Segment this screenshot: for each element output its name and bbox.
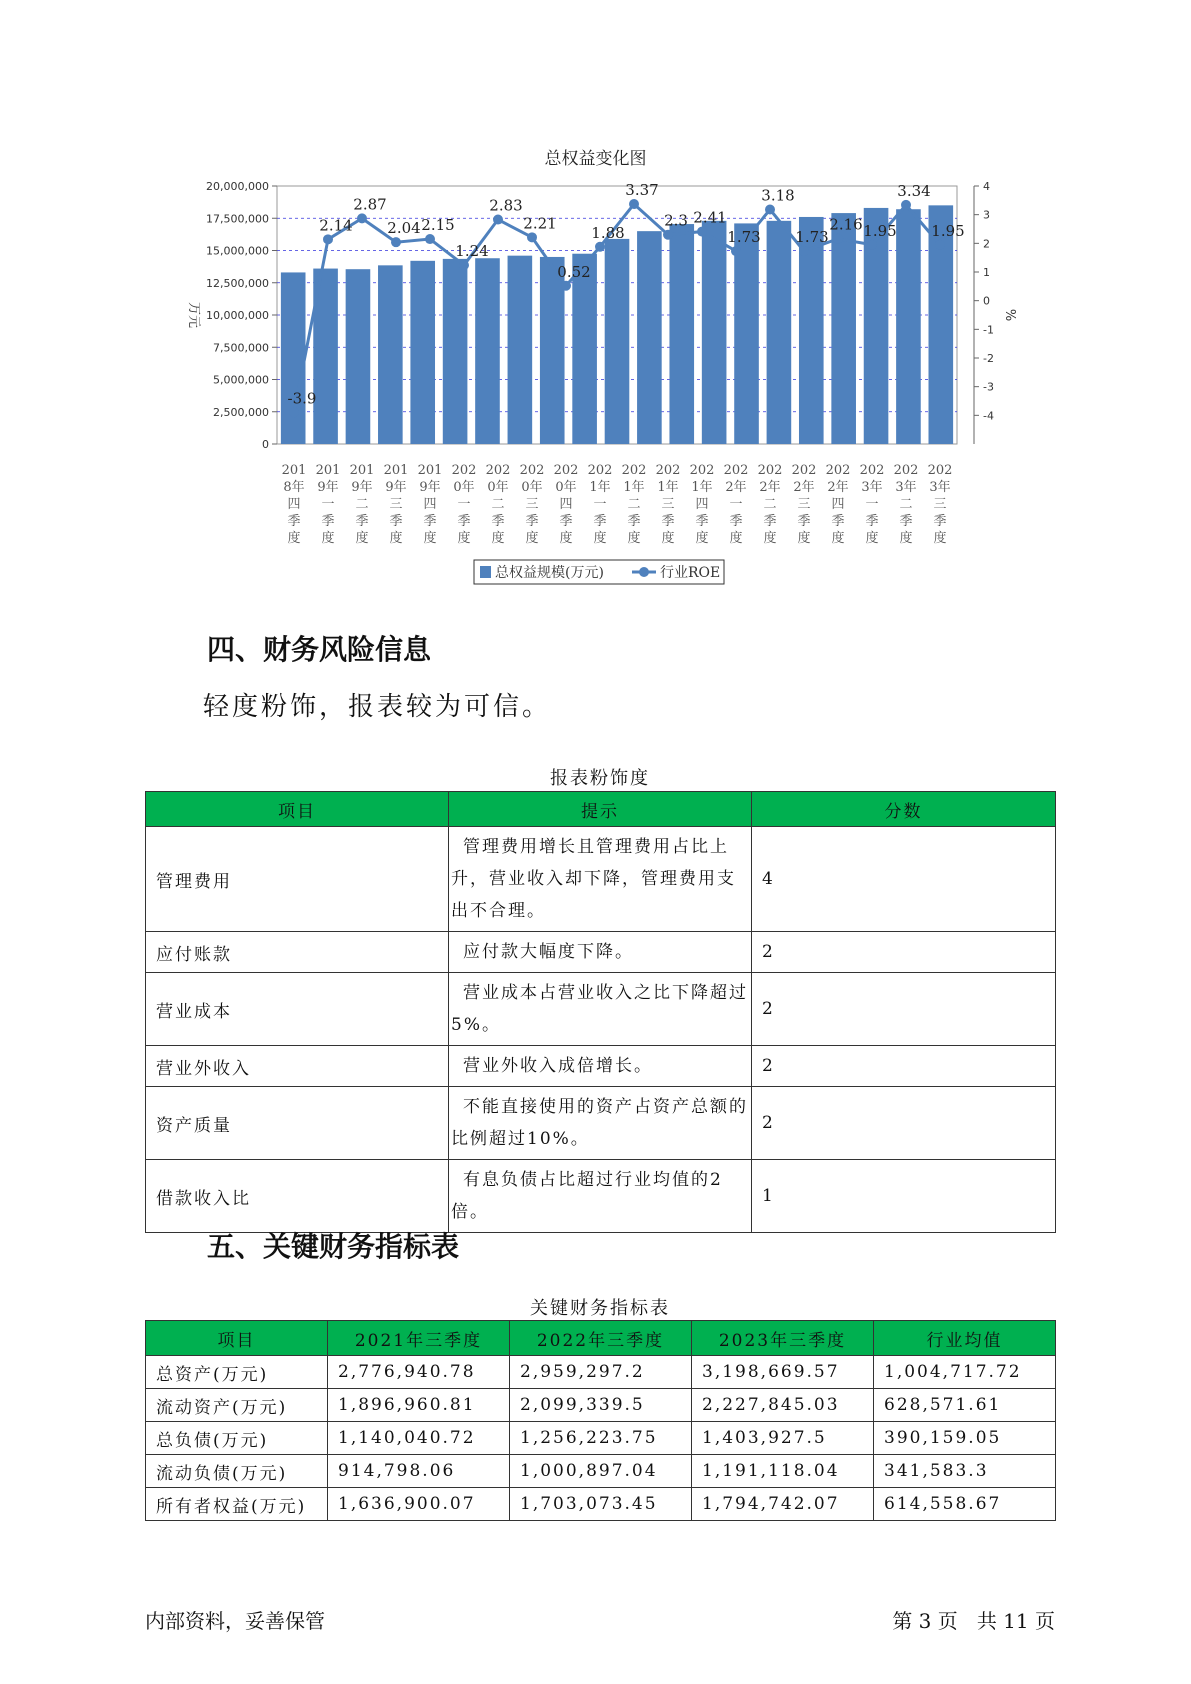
x-tick-label: 202 [791,463,817,478]
x-tick-label: 季 [865,514,879,529]
table-row [146,827,1056,932]
x-tick-label: 2年 [725,480,747,495]
x-tick-label: 二 [491,497,505,512]
x-tick-label: 季 [899,514,913,529]
x-tick-label: 9年 [419,480,441,495]
x-tick-label: 四 [831,497,845,512]
header-item: 项目 [146,1321,328,1356]
table-row [146,1389,1056,1422]
y-tick-label: 7,500,000 [213,341,269,355]
x-tick-label: 季 [287,514,301,529]
kpi-value: 1,794,742.07 [692,1488,874,1521]
roe-data-label: 2.21 [523,214,557,233]
x-tick-label: 三 [661,497,675,512]
x-tick-label: 三 [933,497,947,512]
bar [767,221,792,444]
risk-hint: 应付款大幅度下降。 [449,932,752,973]
roe-data-label: 2.41 [693,208,727,227]
risk-score: 2 [752,973,1056,1046]
x-tick-label: 0年 [521,480,543,495]
x-tick-label: 1年 [691,480,713,495]
y2-tick-label: -4 [983,409,994,423]
x-tick-label: 季 [355,514,369,529]
x-tick-label: 季 [423,514,437,529]
risk-hint: 营业外收入成倍增长。 [449,1046,752,1087]
kpi-item: 总负债(万元) [146,1422,328,1455]
x-tick-label: 201 [349,463,375,478]
x-tick-label: 202 [689,463,715,478]
y2-tick-label: 3 [983,208,990,222]
x-tick-label: 度 [355,531,369,546]
table-row [146,1422,1056,1455]
x-tick-label: 度 [831,531,845,546]
risk-hint: 不能直接使用的资产占资产总额的比例超过10%。 [449,1087,752,1160]
risk-summary: 轻度粉饰，报表较为可信。 [203,692,552,722]
kpi-value: 628,571.61 [874,1389,1056,1422]
x-tick-label: 季 [457,514,471,529]
bar [831,213,856,444]
roe-point [527,232,537,242]
x-tick-label: 度 [389,531,403,546]
kpi-value: 1,256,223.75 [510,1422,692,1455]
x-tick-label: 3年 [861,480,883,495]
x-tick-label: 202 [655,463,681,478]
x-tick-label: 季 [389,514,403,529]
x-tick-label: 202 [451,463,477,478]
bar [637,231,662,444]
y-tick-label: 20,000,000 [206,180,269,193]
roe-data-label: 3.18 [761,186,795,205]
x-tick-label: 度 [661,531,675,546]
x-tick-label: 季 [559,514,573,529]
bar [605,239,630,444]
x-tick-label: 202 [859,463,885,478]
x-tick-label: 三 [797,497,811,512]
x-tick-label: 202 [519,463,545,478]
x-tick-label: 季 [627,514,641,529]
roe-data-label: 0.52 [557,262,591,281]
x-tick-label: 度 [287,531,301,546]
y2-tick-label: 1 [983,266,990,279]
kpi-value: 914,798.06 [328,1455,510,1488]
x-tick-label: 度 [865,531,879,546]
roe-point [493,215,503,225]
x-tick-label: 度 [559,531,573,546]
x-tick-label: 0年 [453,480,475,495]
x-tick-label: 201 [281,463,307,478]
roe-data-label: 1.95 [931,221,965,240]
roe-data-label: 1.95 [863,221,897,240]
roe-data-label: 3.34 [897,181,931,200]
x-tick-label: 季 [525,514,539,529]
kpi-value: 614,558.67 [874,1488,1056,1521]
roe-point [323,234,333,244]
x-tick-label: 度 [627,531,641,546]
x-tick-label: 201 [315,463,341,478]
risk-item: 应付账款 [146,932,449,973]
x-tick-label: 度 [423,531,437,546]
bar [475,258,500,444]
bar [734,223,759,444]
x-tick-label: 四 [423,497,437,512]
risk-item: 管理费用 [146,827,449,932]
x-tick-label: 季 [491,514,505,529]
x-tick-label: 202 [723,463,749,478]
x-tick-label: 9年 [351,480,373,495]
x-tick-label: 度 [491,531,505,546]
footer-page-number: 第 3 页 共 11 页 [892,1609,1055,1633]
x-tick-label: 度 [797,531,811,546]
bar [346,269,371,444]
x-tick-label: 四 [559,497,573,512]
roe-point [765,205,775,215]
x-tick-label: 度 [695,531,709,546]
table-row [146,1488,1056,1521]
y-tick-label: 17,500,000 [206,212,269,226]
x-tick-label: 度 [763,531,777,546]
roe-point [357,213,367,223]
y2-axis-label: % [1002,308,1017,322]
risk-item: 营业成本 [146,973,449,1046]
x-tick-label: 1年 [623,480,645,495]
kpi-item: 流动资产(万元) [146,1389,328,1422]
table-row [146,1455,1056,1488]
roe-point [595,242,605,252]
chart-svg [0,0,1191,600]
header-score: 分数 [752,792,1056,827]
bar [281,272,306,444]
y2-tick-label: -2 [983,352,994,365]
x-tick-label: 季 [661,514,675,529]
roe-point [629,199,639,209]
bar [669,224,694,444]
x-tick-label: 季 [321,514,335,529]
y-tick-label: 0 [262,438,269,451]
legend-line-marker [639,567,649,577]
y2-tick-label: -3 [983,380,994,394]
roe-data-label: 1.88 [591,223,625,242]
risk-table-header [146,792,1056,827]
risk-score: 2 [752,1046,1056,1087]
risk-hint: 有息负债占比超过行业均值的2倍。 [449,1160,752,1233]
x-tick-label: 202 [485,463,511,478]
x-tick-label: 度 [729,531,743,546]
table-row [146,1356,1056,1389]
x-tick-label: 二 [763,497,777,512]
roe-point [459,260,469,270]
x-tick-label: 一 [321,497,335,512]
x-tick-label: 度 [933,531,947,546]
roe-data-label: -3.9 [287,389,317,408]
bar [572,254,597,444]
y2-tick-label: 4 [983,180,990,193]
roe-point [425,234,435,244]
table-row [146,1087,1056,1160]
roe-data-label: 2.14 [319,216,353,235]
x-tick-label: 202 [893,463,919,478]
roe-point [289,407,299,417]
risk-table [145,791,1056,1233]
roe-data-label: 1.24 [455,242,489,261]
x-tick-label: 8年 [283,480,305,495]
roe-data-label: 2.87 [353,195,387,214]
equity-chart [0,0,1191,600]
table-row [146,932,1056,973]
roe-point [833,234,843,244]
x-tick-label: 四 [695,497,709,512]
bar [896,209,921,444]
roe-point [731,246,741,256]
header-item: 项目 [146,792,449,827]
x-tick-label: 9年 [317,480,339,495]
kpi-value: 1,191,118.04 [692,1455,874,1488]
x-tick-label: 季 [763,514,777,529]
roe-data-label: 2.83 [489,196,523,215]
risk-table-caption: 报表粉饰度 [550,768,650,789]
roe-point [697,227,707,237]
roe-point [561,281,571,291]
x-tick-label: 度 [525,531,539,546]
roe-point [901,200,911,210]
x-tick-label: 季 [797,514,811,529]
x-tick-label: 2年 [759,480,781,495]
y-tick-label: 15,000,000 [206,244,269,258]
x-tick-label: 2年 [827,480,849,495]
risk-hint: 营业成本占营业收入之比下降超过5%。 [449,973,752,1046]
kpi-value: 1,000,897.04 [510,1455,692,1488]
x-tick-label: 一 [729,497,743,512]
risk-score: 2 [752,932,1056,973]
roe-point [799,246,809,256]
x-tick-label: 季 [831,514,845,529]
kpi-value: 2,959,297.2 [510,1356,692,1389]
bar [540,257,565,444]
risk-hint: 管理费用增长且管理费用占比上升，营业收入却下降，管理费用支出不合理。 [449,827,752,932]
y-tick-label: 10,000,000 [206,309,269,322]
table-row [146,973,1056,1046]
roe-point [935,240,945,250]
x-tick-label: 季 [593,514,607,529]
header-2021q3: 2021年三季度 [328,1321,510,1356]
table-row [146,1046,1056,1087]
bar [410,261,435,444]
header-industry-avg: 行业均值 [874,1321,1056,1356]
x-tick-label: 一 [593,497,607,512]
bar [443,259,468,444]
y-tick-label: 12,500,000 [206,276,269,290]
risk-item: 营业外收入 [146,1046,449,1087]
x-tick-label: 三 [525,497,539,512]
kpi-value: 3,198,669.57 [692,1356,874,1389]
x-tick-label: 3年 [929,480,951,495]
kpi-value: 1,004,717.72 [874,1356,1056,1389]
x-tick-label: 0年 [555,480,577,495]
x-tick-label: 三 [389,497,403,512]
x-tick-label: 度 [321,531,335,546]
y2-tick-label: 0 [983,294,990,308]
roe-data-label: 2.16 [829,215,863,234]
kpi-item: 流动负债(万元) [146,1455,328,1488]
kpi-value: 1,140,040.72 [328,1422,510,1455]
risk-score: 4 [752,827,1056,932]
risk-item: 资产质量 [146,1087,449,1160]
roe-data-label: 1.73 [795,228,829,247]
x-tick-label: 二 [355,497,369,512]
x-tick-label: 1年 [589,480,611,495]
x-tick-label: 季 [729,514,743,529]
x-tick-label: 二 [899,497,913,512]
kpi-value: 390,159.05 [874,1422,1056,1455]
footer-left: 内部资料，妥善保管 [145,1609,325,1633]
x-tick-label: 一 [865,497,879,512]
kpi-value: 2,227,845.03 [692,1389,874,1422]
section5-heading: 五、关键财务指标表 [207,1230,460,1263]
x-tick-label: 202 [621,463,647,478]
legend-bar-label: 总权益规模(万元) [495,565,604,581]
kpi-value: 1,636,900.07 [328,1488,510,1521]
bar [702,221,727,444]
x-tick-label: 1年 [657,480,679,495]
y-tick-label: 2,500,000 [213,405,269,419]
x-tick-label: 2年 [793,480,815,495]
x-tick-label: 202 [757,463,783,478]
kpi-value: 2,776,940.78 [328,1356,510,1389]
y2-tick-label: -1 [983,323,994,337]
x-tick-label: 9年 [385,480,407,495]
roe-data-label: 1.73 [727,228,761,247]
x-tick-label: 202 [825,463,851,478]
roe-data-label: 2.04 [387,219,421,238]
x-tick-label: 201 [417,463,443,478]
x-tick-label: 202 [553,463,579,478]
roe-data-label: 2.3 [664,211,688,230]
bar [508,256,533,444]
legend-line-label: 行业ROE [660,565,721,581]
x-tick-label: 度 [899,531,913,546]
bar [378,265,403,444]
kpi-value: 1,403,927.5 [692,1422,874,1455]
x-tick-label: 202 [587,463,613,478]
legend-bar-swatch [480,566,491,578]
risk-item: 借款收入比 [146,1160,449,1233]
risk-score: 1 [752,1160,1056,1233]
x-tick-label: 0年 [487,480,509,495]
risk-score: 2 [752,1087,1056,1160]
roe-data-label: 3.37 [625,181,659,200]
table-row [146,1160,1056,1233]
header-2022q3: 2022年三季度 [510,1321,692,1356]
roe-point [663,230,673,240]
kpi-table-caption: 关键财务指标表 [530,1298,670,1319]
kpi-table-header [146,1321,1056,1356]
kpi-item: 所有者权益(万元) [146,1488,328,1521]
x-tick-label: 202 [927,463,953,478]
kpi-item: 总资产(万元) [146,1356,328,1389]
roe-point [391,237,401,247]
y-tick-label: 5,000,000 [213,373,269,387]
section4-heading: 四、财务风险信息 [207,633,432,666]
x-tick-label: 201 [383,463,409,478]
kpi-table [145,1320,1056,1521]
kpi-value: 1,703,073.45 [510,1488,692,1521]
y-axis-label: 万元 [186,301,201,329]
x-tick-label: 季 [933,514,947,529]
kpi-value: 1,896,960.81 [328,1389,510,1422]
header-hint: 提示 [449,792,752,827]
chart-title: 总权益变化图 [544,149,647,169]
roe-data-label: 2.15 [421,216,455,235]
x-tick-label: 一 [457,497,471,512]
y2-tick-label: 2 [983,237,990,251]
x-tick-label: 3年 [895,480,917,495]
header-2023q3: 2023年三季度 [692,1321,874,1356]
kpi-value: 341,583.3 [874,1455,1056,1488]
x-tick-label: 度 [457,531,471,546]
kpi-value: 2,099,339.5 [510,1389,692,1422]
x-tick-label: 度 [593,531,607,546]
x-tick-label: 二 [627,497,641,512]
x-tick-label: 四 [287,497,301,512]
roe-point [867,240,877,250]
x-tick-label: 季 [695,514,709,529]
